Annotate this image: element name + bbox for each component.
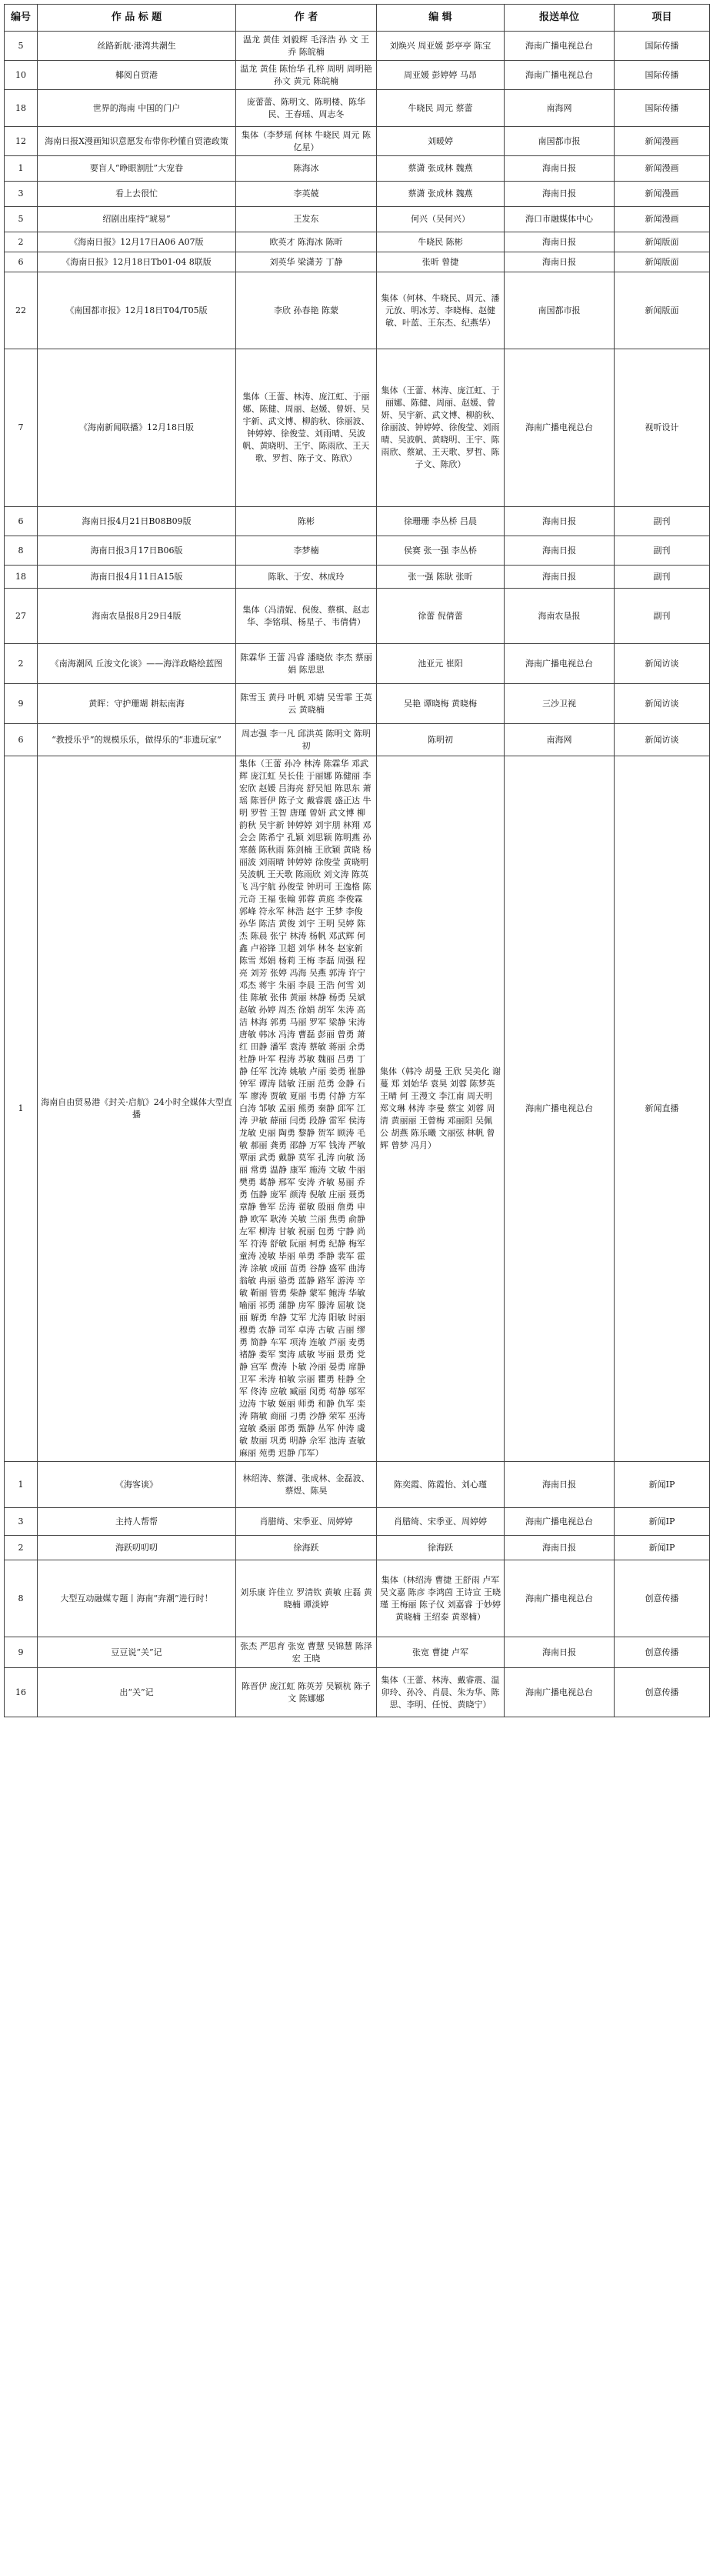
cell-author: 陈海冰 [236, 156, 377, 182]
cell-author: 集体（王蕾、林涛、庞江虹、于丽娜、陈健、周丽、赵媛、曾妍、吴宇新、武文博、柳韵秋、徐丽波、钟婷婷、徐俊莹、刘雨晴、吴波帆、黄晓明、王宇、陈雨欣、王天歌、罗哲、陈子文、陈欣） [236, 349, 377, 507]
cell-category: 新闻IP [615, 1508, 710, 1536]
table-row [5, 1637, 710, 1668]
cell-title: 豆豆说“关”记 [38, 1637, 236, 1668]
table-row [5, 1536, 710, 1560]
cell-editor: 刘暖婷 [377, 127, 505, 156]
cell-unit: 海南广播电视总台 [505, 1508, 615, 1536]
cell-unit: 海南广播电视总台 [505, 61, 615, 90]
cell-title: 看上去很忙 [38, 182, 236, 207]
table-row [5, 1560, 710, 1637]
table-row [5, 207, 710, 232]
cell-title: 要盲人“睁眼割肚”大宠眷 [38, 156, 236, 182]
cell-editor: 侯赛 张一强 李丛桥 [377, 536, 505, 566]
cell-editor: 张宽 曹捷 卢军 [377, 1637, 505, 1668]
table-row [5, 272, 710, 349]
cell-no: 2 [5, 644, 38, 684]
cell-no: 9 [5, 1637, 38, 1668]
cell-unit: 海南日报 [505, 182, 615, 207]
cell-author: 林绍涛、蔡潇、张成林、金磊波、蔡煜、陈昊 [236, 1462, 377, 1508]
cell-editor: 集体（林绍涛 曹捷 王舒雨 卢军 吴文嘉 陈彦 李鸿茵 王诗宣 王晓瑾 王梅丽 陈子仪 刘嘉睿 于妙婷 黄晓楠 王绍泰 黄翠楠） [377, 1560, 505, 1637]
cell-category: 副刊 [615, 536, 710, 566]
cell-no: 2 [5, 1536, 38, 1560]
cell-editor: 徐海跃 [377, 1536, 505, 1560]
cell-no: 12 [5, 127, 38, 156]
cell-editor: 张一强 陈耿 张昕 [377, 566, 505, 589]
cell-editor: 何兴（吴何兴） [377, 207, 505, 232]
cell-unit: 海南日报 [505, 1462, 615, 1508]
cell-unit: 海南农垦报 [505, 589, 615, 644]
table-row [5, 182, 710, 207]
cell-no: 6 [5, 507, 38, 536]
table-row [5, 536, 710, 566]
col-header-author: 作 者 [236, 5, 377, 32]
cell-author: 欧英才 陈海冰 陈昕 [236, 232, 377, 252]
cell-editor: 张昕 曾捷 [377, 252, 505, 272]
cell-title: 《海南日报》12月17日A06 A07版 [38, 232, 236, 252]
awards-table [4, 4, 710, 1717]
cell-unit: 海南日报 [505, 566, 615, 589]
cell-author: 陈霖华 王蕾 冯睿 潘晓依 李杰 蔡丽娟 陈思思 [236, 644, 377, 684]
cell-editor: 集体（何林、牛晓民、周元、潘元放、明冰芳、李晓梅、赵健敏、叶蓝、王东杰、纪燕华） [377, 272, 505, 349]
cell-unit: 三沙卫视 [505, 684, 615, 724]
cell-author: 刘英华 梁潇芳 丁静 [236, 252, 377, 272]
table-row [5, 90, 710, 127]
cell-title: 海南农垦报8月29日4版 [38, 589, 236, 644]
cell-category: 副刊 [615, 566, 710, 589]
cell-unit: 海南日报 [505, 507, 615, 536]
cell-unit: 南海网 [505, 724, 615, 756]
cell-category: 国际传播 [615, 90, 710, 127]
cell-category: 国际传播 [615, 32, 710, 61]
cell-author: 刘乐康 许佳立 罗清钦 黄敏 庄磊 黄晓楠 谭淡婷 [236, 1560, 377, 1637]
cell-no: 22 [5, 272, 38, 349]
cell-author: 张杰 严思育 张宽 曹慧 吴锦慧 陈泽宏 王晓 [236, 1637, 377, 1668]
cell-unit: 海南广播电视总台 [505, 32, 615, 61]
cell-editor: 蔡潇 张成林 魏燕 [377, 182, 505, 207]
cell-author: 集体（王蕾 孙冷 林涛 陈霖华 邓武辉 庞江虹 吴长佳 于丽娜 陈健丽 李宏欣 赵媛 吕海亮 舒吴旭 陈思东 萧瑶 陈晋伊 陈子文 戴睿震 盛正达 牛明 罗哲 王智 唐瑾 曾妍 武文博 柳韵秋 吴宇新 钟婷婷 刘宇朋 林翔 邓会会 陈希宁 孔颖 刘思颖 陈明燕 孙寒薇 陈秋雨 陈剑楠 王欣颖 黄晓 杨丽波 刘雨晴 钟婷婷 徐俊莹 黄晓明 吴波帆 王天歌 陈雨欣 刘文涛 陈英飞 冯宇航 孙俊莹 钟玥可 王逸格 陈元奇 王福 张翰 郭蓉 黄庭 李俊霖 郭峰 符永军 林浩 赵宇 王梦 李俊 孙华 陈洁 黄俊 刘宇 王明 吴婷 陈杰 陈晨 张宁 林涛 杨帆 邓武辉 何鑫 卢裕锋 卫超 刘华 林冬 赵家新 陈雪 郑娟 杨莉 王梅 李磊 周强 程亮 刘芳 张婷 冯海 吴燕 郭涛 许宁 邓杰 蒋宇 朱丽 李晨 王浩 何雪 刘佳 陈敏 张伟 黄丽 林静 杨勇 吴斌 赵敏 孙婷 周杰 徐娟 胡军 朱涛 高洁 林海 郭勇 马丽 罗军 梁静 宋涛 唐敏 韩冰 冯涛 曹磊 彭丽 曾勇 萧红 田静 潘军 袁涛 蔡敏 蒋丽 余勇 杜静 叶军 程涛 苏敏 魏丽 吕勇 丁静 任军 沈涛 姚敏 卢丽 姜勇 崔静 钟军 谭涛 陆敏 汪丽 范勇 金静 石军 廖涛 贾敏 夏丽 韦勇 付静 方军 白涛 邹敏 孟丽 熊勇 秦静 邱军 江涛 尹敏 薛丽 闫勇 段静 雷军 侯涛 龙敏 史丽 陶勇 黎静 贺军 顾涛 毛敏 郝丽 龚勇 邵静 万军 钱涛 严敏 覃丽 武勇 戴静 莫军 孔涛 向敏 汤丽 常勇 温静 康军 施涛 文敏 牛丽 樊勇 葛静 邢军 安涛 齐敏 易丽 乔勇 伍静 庞军 颜涛 倪敏 庄丽 聂勇 章静 鲁军 岳涛 翟敏 殷丽 詹勇 申静 欧军 耿涛 关敏 兰丽 焦勇 俞静 左军 柳涛 甘敏 祝丽 包勇 宁静 尚军 符涛 舒敏 阮丽 柯勇 纪静 梅军 童涛 凌敏 毕丽 单勇 季静 裴军 霍涛 涂敏 成丽 苗勇 谷静 盛军 曲涛 翁敏 冉丽 骆勇 蓝静 路军 游涛 辛敏 靳丽 管勇 柴静 蒙军 鲍涛 华敏 喻丽 祁勇 蒲静 房军 滕涛 屈敏 饶丽 解勇 牟静 艾军 尤涛 阳敏 时丽 穆勇 农静 司军 卓涛 古敏 吉丽 缪勇 简静 车军 项涛 连敏 芦丽 麦勇 褚静 娄军 窦涛 戚敏 岑丽 景勇 党静 宫军 费涛 卜敏 冷丽 晏勇 席静 卫军 米涛 柏敏 宗丽 瞿勇 桂静 全军 佟涛 应敏 臧丽 闵勇 苟静 邬军 边涛 卞敏 姬丽 师勇 和静 仇军 栾涛 隋敏 商丽 刁勇 沙静 荣军 巫涛 寇敏 桑丽 郎勇 甄静 丛军 仲涛 虞敏 敖丽 巩勇 明静 佘军 池涛 查敏 麻丽 苑勇 迟静 邝军） [236, 756, 377, 1462]
table-row [5, 32, 710, 61]
cell-no: 18 [5, 566, 38, 589]
table-row [5, 684, 710, 724]
cell-no: 8 [5, 536, 38, 566]
cell-no: 16 [5, 1668, 38, 1717]
table-header-row [5, 5, 710, 32]
cell-category: 新闻漫画 [615, 207, 710, 232]
cell-editor: 徐蕾 倪倩蕾 [377, 589, 505, 644]
table-row [5, 1508, 710, 1536]
cell-title: 黄晖：守护珊瑚 耕耘南海 [38, 684, 236, 724]
cell-category: 新闻访谈 [615, 644, 710, 684]
table-row [5, 1462, 710, 1508]
table-row [5, 232, 710, 252]
cell-category: 新闻漫画 [615, 182, 710, 207]
cell-unit: 海南广播电视总台 [505, 644, 615, 684]
cell-no: 1 [5, 156, 38, 182]
cell-editor: 集体（韩冷 胡曼 王欣 吴美化 谢蔓 郑 刘始华 袁昊 刘蓉 陈梦英 王晴 何 王漫文 李江南 周天明 郑文琳 林涛 李曼 蔡宝 刘蓉 周清 黄丽丽 王曾梅 邓丽阳 吴佩 公 胡燕 陈乐曦 文丽弦 林帆 曾辉 曾梦 冯月） [377, 756, 505, 1462]
table-row [5, 724, 710, 756]
cell-unit: 海南日报 [505, 1536, 615, 1560]
cell-no: 6 [5, 724, 38, 756]
cell-title: 世界的海南 中国的门户 [38, 90, 236, 127]
cell-title: 丝路新航·港湾共潮生 [38, 32, 236, 61]
cell-unit: 海南日报 [505, 232, 615, 252]
cell-editor: 牛晓民 周元 蔡蕾 [377, 90, 505, 127]
cell-title: “教授乐乎”的规模乐乐，做得乐的“非遗玩家” [38, 724, 236, 756]
cell-category: 新闻漫画 [615, 156, 710, 182]
cell-editor: 集体（王蕾、林涛、庞江虹、于丽娜、陈健、周丽、赵媛、曾妍、吴宇新、武文博、柳韵秋、徐丽波、钟婷婷、徐俊莹、刘雨晴、吴波帆、黄晓明、王宇、陈雨欣、蔡斌、王天歌、罗哲、陈子文、陈欣） [377, 349, 505, 507]
cell-author: 庞蕾蕾、陈明文、陈明楼、陈华民、王春瑶、周志冬 [236, 90, 377, 127]
cell-category: 创意传播 [615, 1637, 710, 1668]
cell-editor: 牛晓民 陈彬 [377, 232, 505, 252]
table-row [5, 589, 710, 644]
cell-unit: 海南日报 [505, 536, 615, 566]
cell-author: 陈雪玉 黄丹 叶帆 邓婧 吴雪霏 王英云 黄晓楠 [236, 684, 377, 724]
cell-no: 5 [5, 32, 38, 61]
col-header-unit: 报送单位 [505, 5, 615, 32]
cell-editor: 周亚媛 彭婷婷 马昂 [377, 61, 505, 90]
cell-title: 《海南日报》12月18日Tb01-04 8联版 [38, 252, 236, 272]
cell-author: 陈晋伊 庞江虹 陈英芳 吴颖杭 陈子文 陈娜娜 [236, 1668, 377, 1717]
cell-category: 视听设计 [615, 349, 710, 507]
cell-editor: 集体（王蕾、林涛、戴睿震、温卯玲、孙冷、肖晨、朱为华、陈思、李明、任悦、黄晓宁） [377, 1668, 505, 1717]
cell-editor: 蔡潇 张成林 魏燕 [377, 156, 505, 182]
table-row [5, 566, 710, 589]
cell-author: 温龙 黄佳 刘毅辉 毛泽浩 孙 文 王乔 陈皖楠 [236, 32, 377, 61]
cell-no: 3 [5, 1508, 38, 1536]
cell-title: 主持人帮帮 [38, 1508, 236, 1536]
cell-category: 新闻访谈 [615, 684, 710, 724]
cell-no: 18 [5, 90, 38, 127]
cell-title: 大型互动融媒专题丨海南“奔潮”进行时！ [38, 1560, 236, 1637]
cell-editor: 肖腊绮、宋季亚、周婷婷 [377, 1508, 505, 1536]
cell-category: 新闻版面 [615, 272, 710, 349]
cell-no: 1 [5, 1462, 38, 1508]
cell-no: 3 [5, 182, 38, 207]
cell-title: 《海南新闻联播》12月18日版 [38, 349, 236, 507]
cell-author: 徐海跃 [236, 1536, 377, 1560]
cell-category: 创意传播 [615, 1560, 710, 1637]
cell-author: 陈彬 [236, 507, 377, 536]
cell-author: 周志强 李一凡 邱洪英 陈明文 陈明初 [236, 724, 377, 756]
cell-unit: 海南广播电视总台 [505, 349, 615, 507]
cell-unit: 南海网 [505, 90, 615, 127]
cell-title: 海南日报X漫画知识意愿发布带你秒懂自贸港政策 [38, 127, 236, 156]
table-row [5, 127, 710, 156]
cell-editor: 吴艳 谭晓梅 黄晓梅 [377, 684, 505, 724]
cell-no: 10 [5, 61, 38, 90]
cell-title: 椰阅自贸港 [38, 61, 236, 90]
cell-category: 新闻直播 [615, 756, 710, 1462]
cell-author: 李梦楠 [236, 536, 377, 566]
cell-unit: 海南广播电视总台 [505, 756, 615, 1462]
table-row [5, 252, 710, 272]
cell-editor: 陈奕霞、陈霞怡、刘心瑾 [377, 1462, 505, 1508]
cell-title: 海南自由贸易港《封关·启航》24小时全媒体大型直播 [38, 756, 236, 1462]
cell-title: 绍剧出座持“琥易” [38, 207, 236, 232]
table-row [5, 507, 710, 536]
cell-editor: 池亚元 崔阳 [377, 644, 505, 684]
cell-category: 新闻IP [615, 1536, 710, 1560]
cell-category: 新闻版面 [615, 232, 710, 252]
table-row [5, 156, 710, 182]
cell-author: 李英兢 [236, 182, 377, 207]
cell-author: 李欣 孙春艳 陈蒙 [236, 272, 377, 349]
cell-category: 新闻版面 [615, 252, 710, 272]
cell-title: 海南日报3月17日B06版 [38, 536, 236, 566]
cell-no: 1 [5, 756, 38, 1462]
cell-category: 副刊 [615, 507, 710, 536]
cell-title: 出“关”记 [38, 1668, 236, 1717]
cell-author: 集体（李梦瑶 何林 牛晓民 周元 陈亿星） [236, 127, 377, 156]
cell-category: 新闻IP [615, 1462, 710, 1508]
cell-unit: 海南广播电视总台 [505, 1560, 615, 1637]
cell-unit: 海南日报 [505, 1637, 615, 1668]
cell-author: 肖腊绮、宋季亚、周婷婷 [236, 1508, 377, 1536]
cell-unit: 海南日报 [505, 156, 615, 182]
cell-author: 王发东 [236, 207, 377, 232]
col-header-editor: 编 辑 [377, 5, 505, 32]
col-header-title: 作 品 标 题 [38, 5, 236, 32]
col-header-category: 项目 [615, 5, 710, 32]
cell-category: 国际传播 [615, 61, 710, 90]
cell-no: 8 [5, 1560, 38, 1637]
cell-editor: 刘焕兴 周亚媛 彭亭亭 陈宝 [377, 32, 505, 61]
cell-category: 新闻访谈 [615, 724, 710, 756]
cell-no: 9 [5, 684, 38, 724]
table-row [5, 756, 710, 1462]
col-header-no: 编号 [5, 5, 38, 32]
cell-no: 6 [5, 252, 38, 272]
cell-title: 《南海潮风 丘浚文化谈》——海洋政略绘蓝图 [38, 644, 236, 684]
cell-author: 温龙 黄佳 陈怡华 孔梓 周明 周明艳 孙文 黄元 陈皖楠 [236, 61, 377, 90]
cell-category: 新闻漫画 [615, 127, 710, 156]
cell-title: 海南日报4月21日B08B09版 [38, 507, 236, 536]
cell-unit: 海南广播电视总台 [505, 1668, 615, 1717]
cell-title: 《海客谈》 [38, 1462, 236, 1508]
cell-editor: 徐珊珊 李丛桥 吕晨 [377, 507, 505, 536]
cell-author: 集体（冯清妮、倪俊、蔡棋、赵志华、李铭琪、杨星子、韦倩倩） [236, 589, 377, 644]
table-row [5, 349, 710, 507]
cell-category: 副刊 [615, 589, 710, 644]
cell-unit: 海口市融媒体中心 [505, 207, 615, 232]
table-row [5, 1668, 710, 1717]
cell-no: 7 [5, 349, 38, 507]
cell-title: 海跃叨叨叨 [38, 1536, 236, 1560]
cell-no: 27 [5, 589, 38, 644]
table-row [5, 61, 710, 90]
cell-title: 《南国都市报》12月18日T04/T05版 [38, 272, 236, 349]
table-row [5, 644, 710, 684]
cell-unit: 海南日报 [505, 252, 615, 272]
cell-category: 创意传播 [615, 1668, 710, 1717]
cell-editor: 陈明初 [377, 724, 505, 756]
cell-no: 2 [5, 232, 38, 252]
cell-author: 陈耿、于安、林成玲 [236, 566, 377, 589]
cell-unit: 南国都市报 [505, 127, 615, 156]
cell-no: 5 [5, 207, 38, 232]
cell-title: 海南日报4月11日A15版 [38, 566, 236, 589]
cell-unit: 南国都市报 [505, 272, 615, 349]
